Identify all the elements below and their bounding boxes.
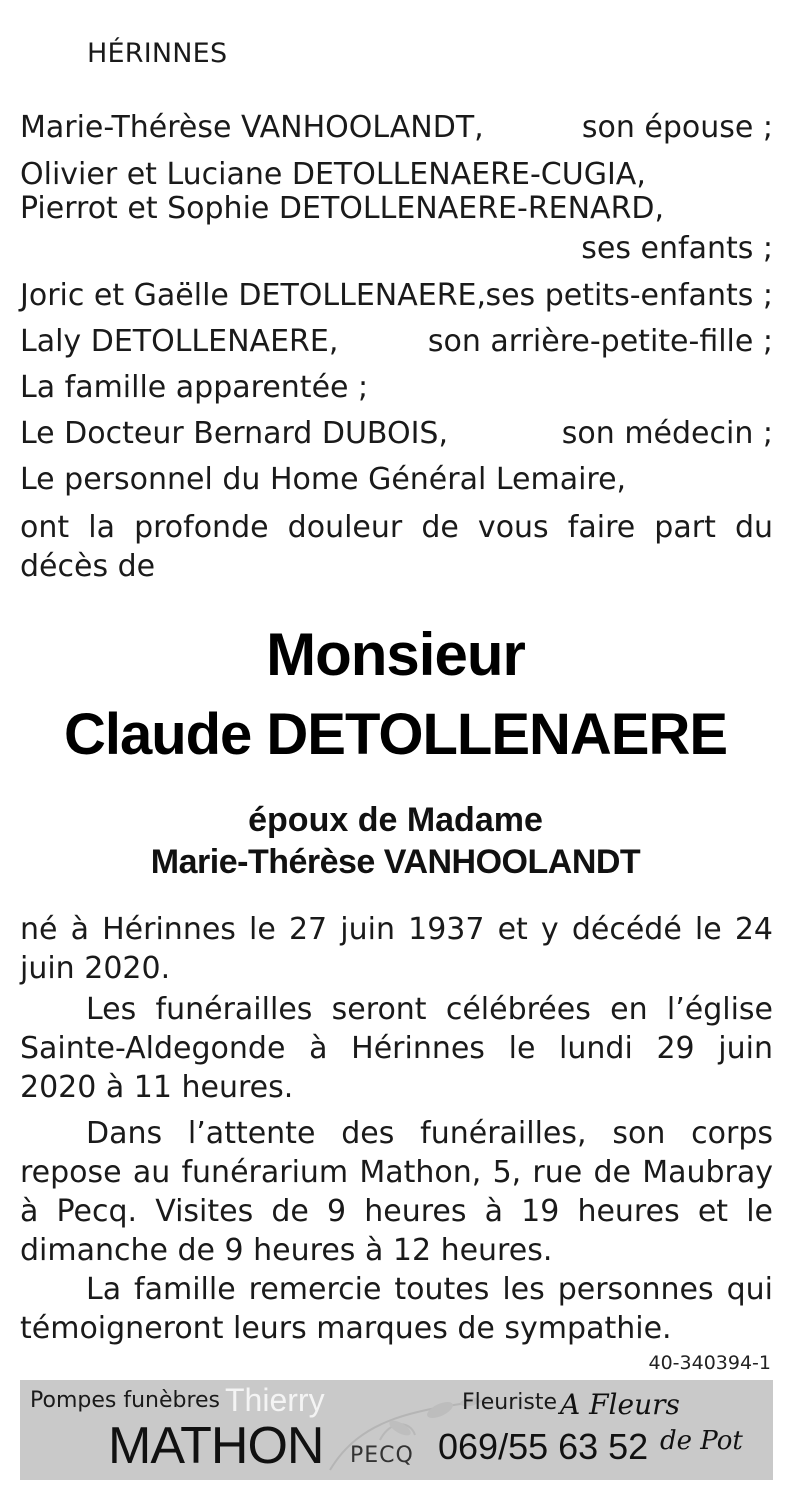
spouse-line-1: époux de Madame [248, 801, 543, 839]
mourner-role: son arrière-petite-fille ; [427, 324, 773, 359]
mourner-role: son médecin ; [561, 416, 773, 451]
mourner-name: Marie-Thérèse VANHOOLANDT, [20, 110, 484, 145]
reference-number: 40-340394-1 [648, 1352, 771, 1374]
mourner-role: ses enfants ; [581, 231, 773, 266]
mourner-name: Olivier et Luciane DETOLLENAERE-CUGIA, [20, 157, 646, 192]
thanks-paragraph: La famille remercie toutes les personnes qui témoigneront leurs marques de sympathie. [20, 1272, 773, 1346]
deceased-name: Claude DETOLLENAERE [63, 702, 728, 767]
thierry-label: Thierry [225, 1382, 325, 1418]
mourner-name: Pierrot et Sophie DETOLLENAERE-RENARD, [20, 191, 665, 226]
a-fleurs-logo: A Fleurs [560, 1388, 680, 1421]
mourner-name: Le Docteur Bernard DUBOIS, [20, 416, 449, 451]
announcement-text: ont la profonde douleur de vous faire part du décès de [20, 510, 773, 584]
de-pot-logo: de Pot [660, 1426, 743, 1456]
mourner-role: ses petits-enfants ; [485, 278, 773, 313]
pompes-funebres-label: Pompes funèbres [30, 1388, 221, 1413]
town-heading: HÉRINNES [87, 38, 228, 69]
fleuriste-label: Fleuriste [462, 1390, 558, 1415]
mourner-name: Le personnel du Home Général Lemaire, [20, 462, 627, 497]
wake-paragraph: Dans l’attente des funérailles, son corps repose au funérarium Mathon, 5, rue de Maubray à Pecq. Visites de 9 heures à 19 heures et le dimanche de 9 heures à 12 heures. [20, 1116, 773, 1268]
mourner-name: Joric et Gaëlle DETOLLENAERE, [20, 278, 487, 313]
birth-paragraph: né à Hérinnes le 27 juin 1937 et y décédé le 24 juin 2020. [20, 912, 773, 986]
funeral-home-advert [20, 1380, 773, 1480]
mourner-name: La famille apparentée ; [20, 370, 369, 405]
deceased-title: Monsieur [266, 621, 525, 688]
pecq-label: PECQ [350, 1443, 414, 1468]
mourner-name: Laly DETOLLENAERE, [20, 324, 339, 359]
funeral-paragraph: Les funérailles seront célébrées en l’église Sainte-Aldegonde à Hérinnes le lundi 29 juin 2020 à 11 heures. [20, 992, 773, 1105]
spouse-line-2: Marie-Thérèse VANHOOLANDT [150, 843, 641, 881]
mourner-role: son épouse ; [581, 110, 773, 145]
phone-number: 069/55 63 52 [438, 1426, 649, 1467]
mathon-logo: MATHON [108, 1417, 324, 1475]
